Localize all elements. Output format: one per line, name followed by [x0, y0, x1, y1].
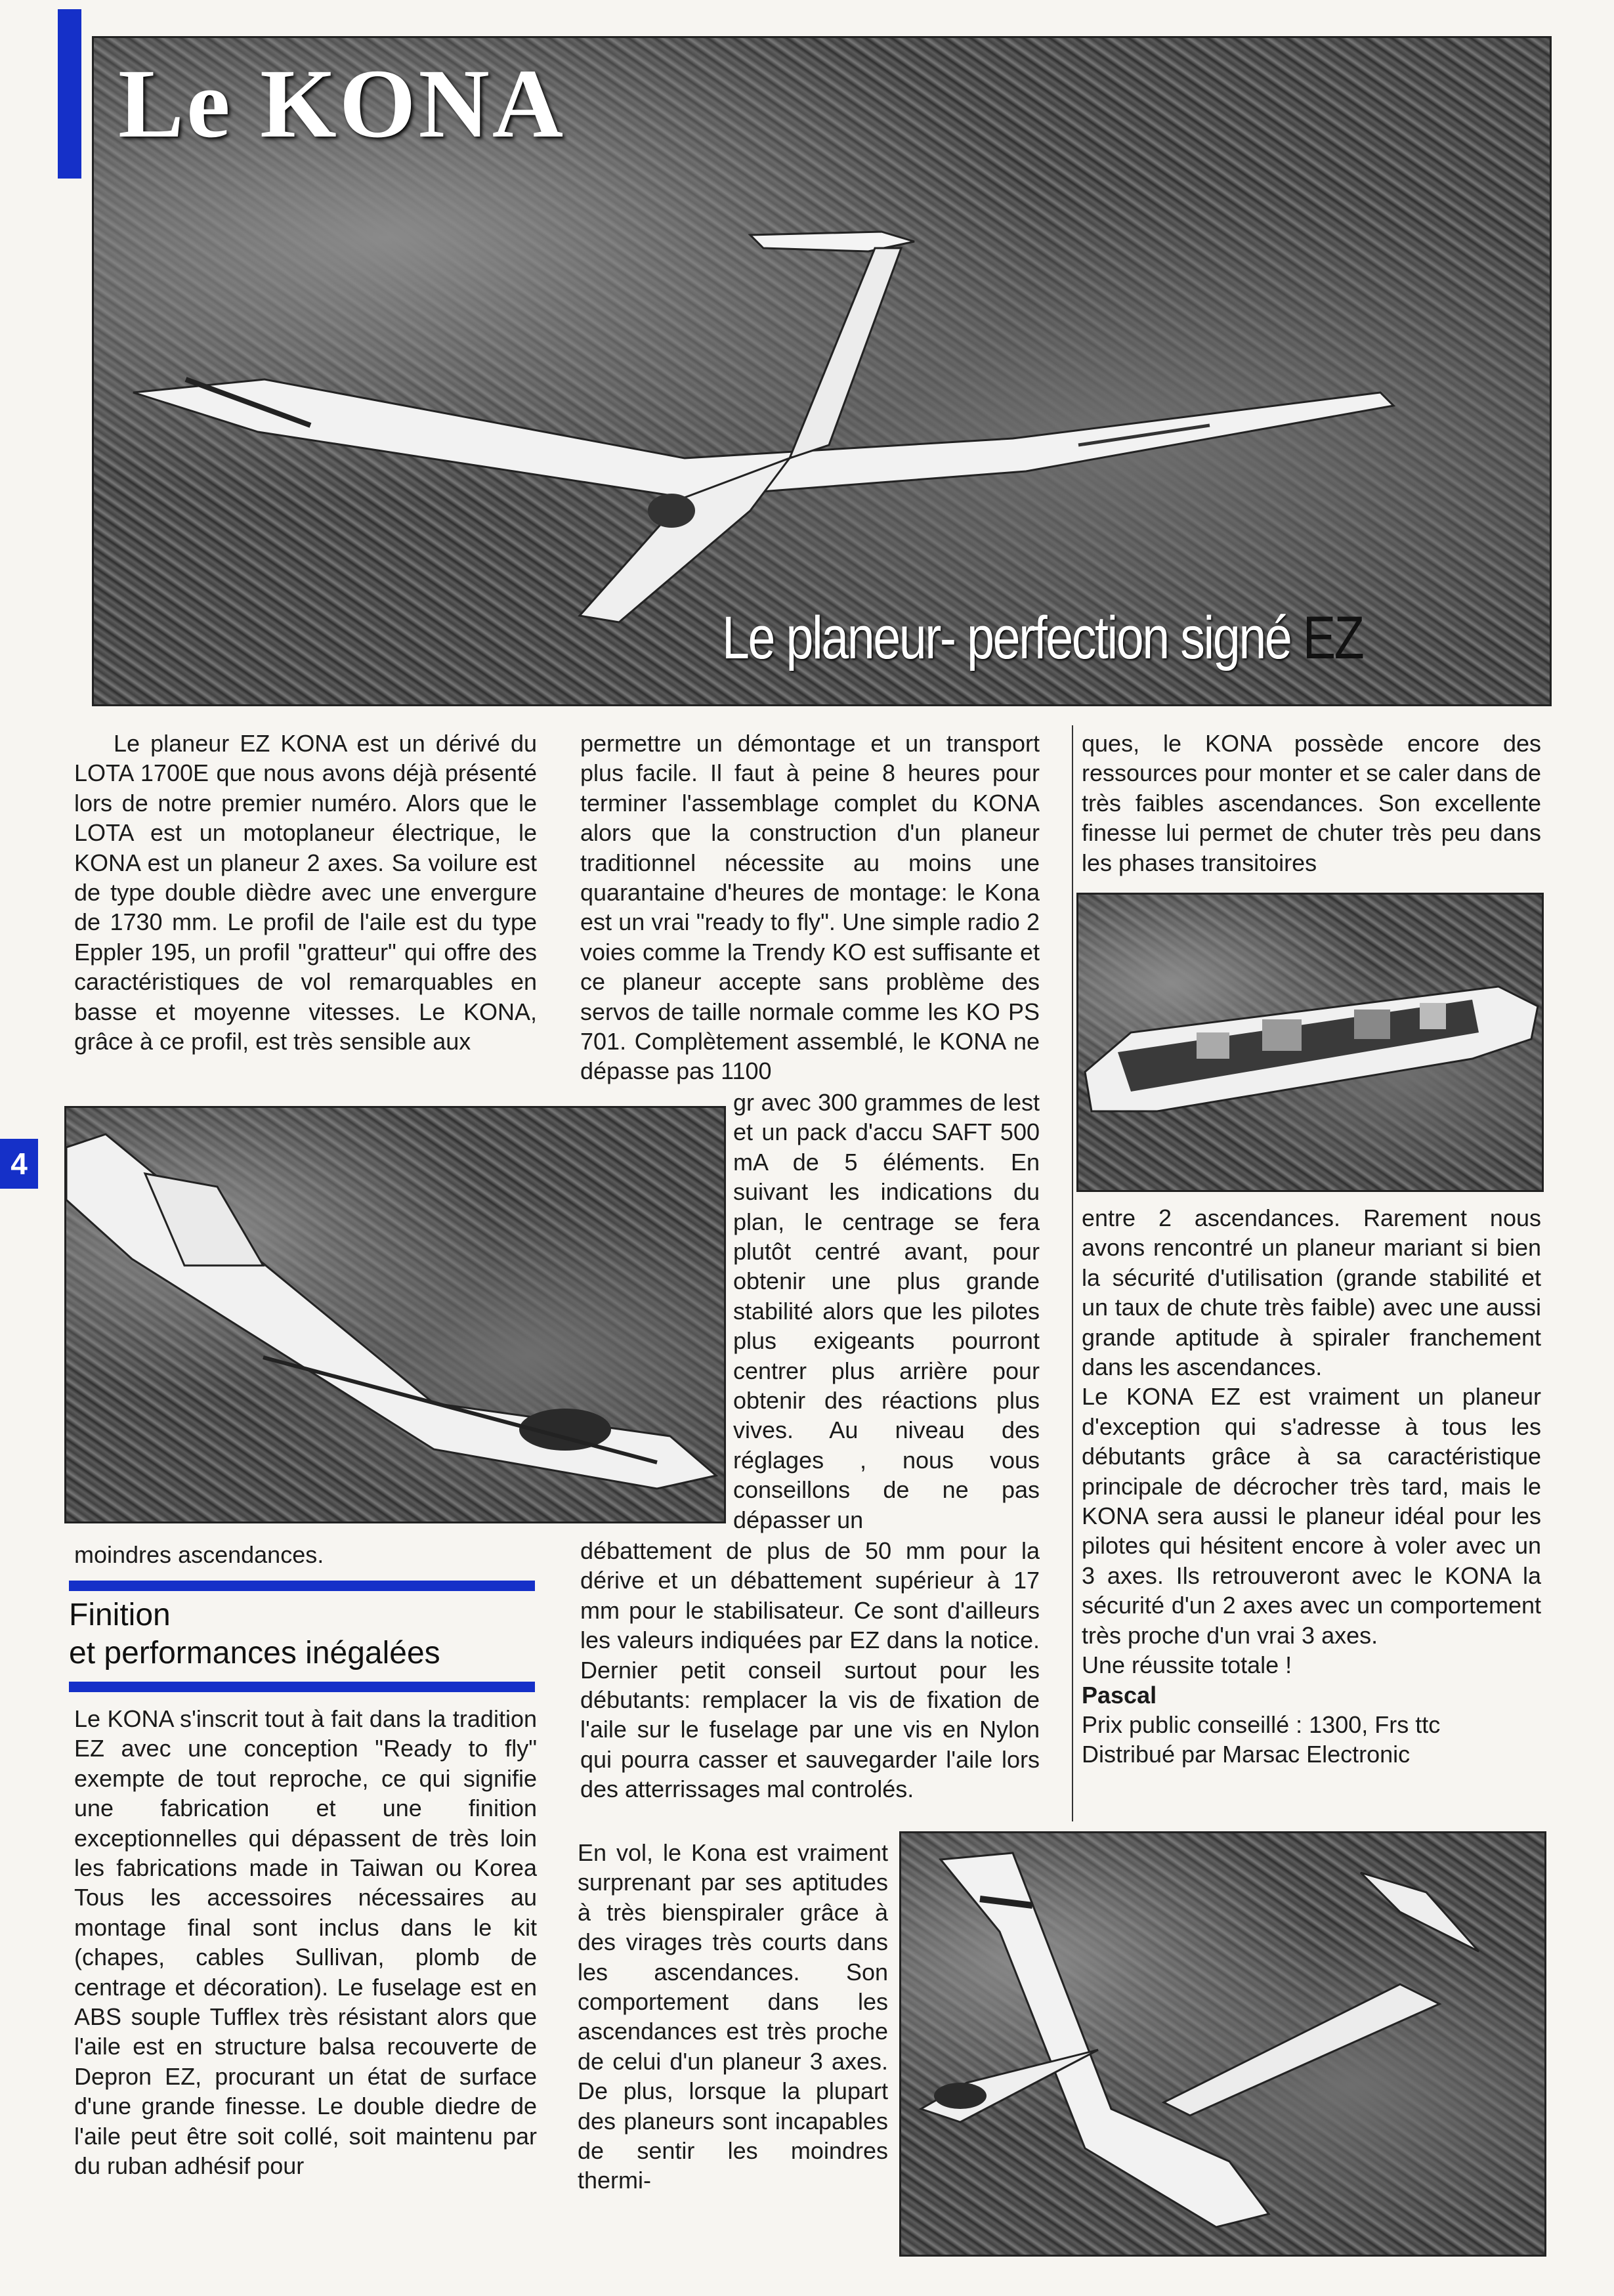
column1-intro	[74, 729, 537, 1056]
page-title: Le KONA	[118, 49, 566, 158]
page-number: 4	[0, 1139, 38, 1189]
col3-top-text: ques, le KONA possède encore des ressources pour monter et se caler dans de très faibles ascendances. Son excellente finesse lui permet de chuter très peu dans les phases transitoires	[1082, 730, 1541, 876]
column2-bottom	[578, 1838, 888, 2196]
section-heading-line1: Finition	[69, 1598, 171, 1632]
section-body-text: Le KONA s'inscrit tout à fait dans la tradition EZ avec une conception "Ready to fly" exempte de tout reproche, ce qui signifie une fabrication et une finition exceptionnelles qui dépassent de très loin les fabrications made in Taiwan ou Korea Tous les accessoires nécessaires au montage final sont inclus dans le kit (chapes, cables Sullivan, plomb de centrage et décoration). Le fuselage est en ABS souple Tufflex très résistant alors que l'aile est en structure balsa recouverte de Depron EZ, procurant un état de surface d'une grande finesse. Le double diedre de l'aile peut être soit collé, soit maintenu par du ruban adhésif pour	[74, 1705, 537, 2180]
section-heading	[69, 1596, 440, 1672]
section-rule-bottom	[69, 1682, 535, 1692]
glider-illustration-flight	[66, 1108, 724, 1521]
page-subtitle	[722, 604, 1363, 673]
col2-top-text: permettre un démontage et un transport plus facile. Il faut à peine 8 heures pour terminer l'assemblage complet du KONA alors que la construction d'un planeur traditionnel nécessite au moins une quarantaine d'heures de montage: le Kona est un vrai "ready to fly". Une simple radio 2 voies comme la Trendy KO est suffisante et ce planeur accepte sans problème des servos de taille normale comme les KO PS 701. Complètement assemblé, le KONA ne dépasse pas 1100	[580, 730, 1040, 1085]
col2-bottom-text: En vol, le Kona est vraiment surprenant par ses aptitudes à très bienspiraler grâce à des virages très courts dans les ascendances. Son comportement dans les ascendances est très proche de celui d'un planeur 3 axes. De plus, lorsque la plupart des planeurs sont incapables de sentir les moindres thermi-	[578, 1839, 888, 2194]
glider-ground-photo	[899, 1831, 1546, 2257]
price-line: Prix public conseillé : 1300, Frs ttc	[1082, 1711, 1441, 1738]
subtitle-brand: EZ	[1302, 605, 1363, 671]
column2-wrap	[733, 1088, 1040, 1535]
col3-middle-text: entre 2 ascendances. Rarement nous avons rencontré un planeur mariant si bien la sécurité d'utilisation (grande stabilité et un taux de chute très faible) avec une aussi grande aptitude à spiraler franchement dans les ascendances.	[1082, 1204, 1541, 1381]
col2-wrap-text: gr avec 300 grammes de lest et un pack d'accu SAFT 500 mA de 5 éléments. En suivant les indications du plan, le centrage se fera plutôt centré avant, pour obtenir une plus grande stabilité alors que les pilotes plus exigeants pourront centrer plus arrière pour obtenir des réactions plus vives. Au niveau des réglages , nous vous conseillons de ne pas dépasser un	[733, 1089, 1040, 1533]
section-rule-top	[69, 1581, 535, 1591]
subtitle-main: Le planeur- perfection signé	[722, 605, 1291, 671]
glider-flight-photo	[64, 1106, 726, 1523]
column2-top	[580, 729, 1040, 1086]
column3-top	[1082, 729, 1541, 878]
fuselage-interior-photo	[1076, 893, 1544, 1192]
column1-continuation	[74, 1540, 537, 1569]
fuselage-illustration	[1078, 895, 1542, 1190]
closing-line: Une réussite totale !	[1082, 1651, 1292, 1679]
distributor-line: Distribué par Marsac Electronic	[1082, 1741, 1411, 1768]
column3-middle	[1082, 1203, 1541, 1770]
intro-paragraph: Le planeur EZ KONA est un dérivé du LOTA 1700E que nous avons déjà présenté lors de notre premier numéro. Alors que le LOTA est un motoplaneur électrique, le KONA est un planeur 2 axes. Sa voilure est de type double dièdre avec une envergure de 1730 mm. Le profil de l'aile est du type Eppler 195, un profil "gratteur" qui offre des caractéristiques de vol remarquables en basse et moyenne vitesses. Le KONA, grâce à ce profil, est très sensible aux	[74, 730, 537, 1055]
title-accent-bar	[58, 9, 81, 179]
glider-illustration-ground	[901, 1833, 1544, 2255]
column2-middle	[580, 1536, 1040, 1804]
column-divider	[1072, 725, 1073, 1821]
continuation-text: moindres ascendances.	[74, 1541, 324, 1568]
section-heading-line2: et performances inégalées	[69, 1636, 440, 1670]
author-name: Pascal	[1082, 1681, 1157, 1709]
col3-para2-text: Le KONA EZ est vraiment un planeur d'exception qui s'adresse à tous les débutants grâce à sa caractéristique principale de décrocher très tard, mais le KONA sera aussi le planeur idéal pour les pilotes qui hésitent encore à voler avec un 3 axes. Ils retrouveront avec le KONA la sécurité d'un 2 axes avec un comportement très proche d'un vrai 3 axes.	[1082, 1383, 1541, 1649]
column1-section-body	[74, 1704, 537, 2181]
col2-middle-text: débattement de plus de 50 mm pour la dérive et un débattement supérieur à 17 mm pour le stabilisateur. Ce sont d'ailleurs les valeurs indiquées par EZ dans la notice. Dernier petit conseil surtout pour les débutants: remplacer la vis de fixation de l'aile sur le fuselage par une vis en Nylon qui pourra casser et sauvegarder l'aile lors des atterrissages mal controlés.	[580, 1537, 1040, 1803]
